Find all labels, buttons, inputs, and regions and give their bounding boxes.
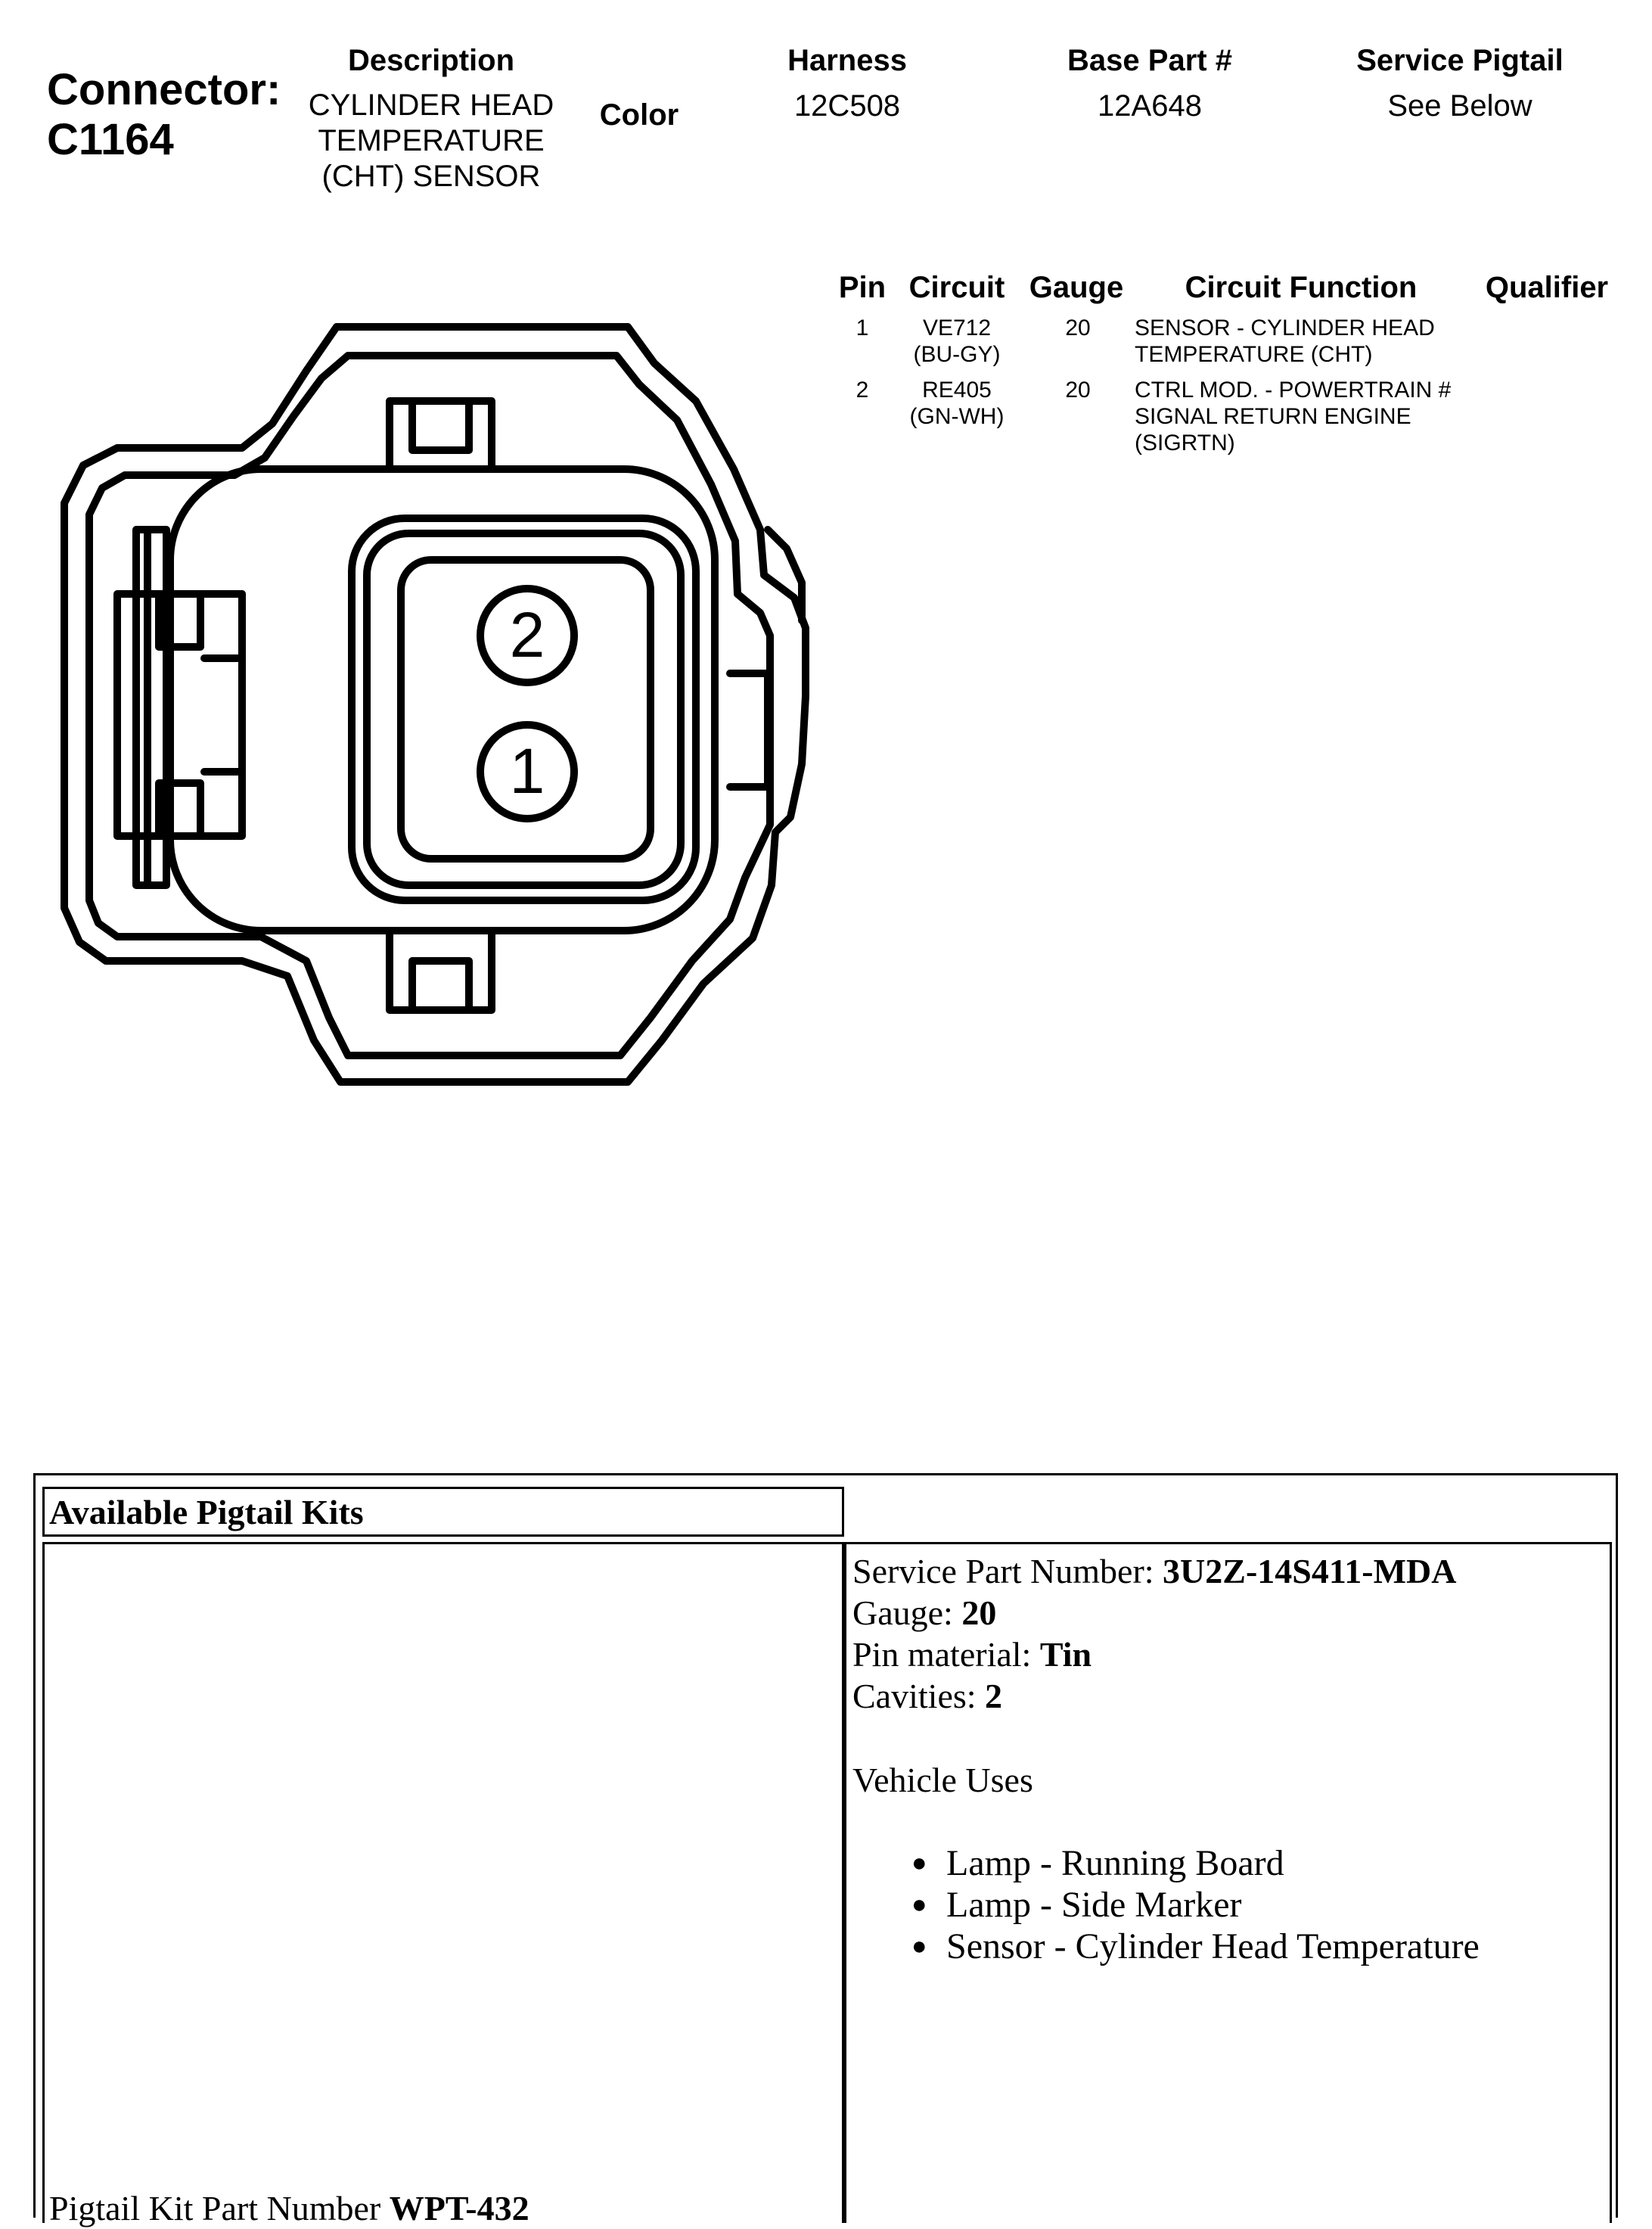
row1-function xyxy=(1135,315,1435,368)
row2-function-line: CTRL MOD. - POWERTRAIN # xyxy=(1135,378,1452,403)
gauge-header: Gauge xyxy=(1029,271,1124,304)
gauge-value: 20 xyxy=(961,1593,997,1632)
description-line: CYLINDER HEAD xyxy=(308,89,554,122)
pin-material-label: Pin material: xyxy=(852,1635,1032,1674)
row1-circuit xyxy=(900,315,1014,368)
description-header: Description xyxy=(347,44,515,77)
connector-label: Connector: xyxy=(47,65,281,114)
description-line: (CHT) SENSOR xyxy=(321,160,541,193)
circuit-function-header: Circuit Function xyxy=(1185,271,1418,304)
pin-material-value: Tin xyxy=(1039,1635,1092,1674)
pin-header: Pin xyxy=(838,271,887,304)
row1-function-line: TEMPERATURE (CHT) xyxy=(1135,342,1373,367)
service-pigtail-header: Service Pigtail xyxy=(1356,44,1564,77)
cavity-2-label: 2 xyxy=(509,599,545,670)
cavities-label: Cavities: xyxy=(852,1677,977,1715)
kit-details-text xyxy=(846,1544,1610,1967)
qualifier-header: Qualifier xyxy=(1485,271,1609,304)
row1-circuit-color: (BU-GY) xyxy=(913,342,1001,367)
gauge-line xyxy=(852,1592,1610,1634)
color-header: Color xyxy=(599,98,679,132)
bottom-key xyxy=(390,931,492,1010)
row1-gauge: 20 xyxy=(1065,316,1091,340)
vehicle-use-item xyxy=(852,1884,1610,1926)
vehicle-use-text: Lamp - Running Board xyxy=(946,1843,1284,1883)
row2-function xyxy=(1135,377,1451,456)
gauge-label: Gauge: xyxy=(852,1593,953,1632)
vehicle-use-text: Lamp - Side Marker xyxy=(946,1885,1242,1925)
service-part-number xyxy=(852,1550,1610,1592)
cavities-value: 2 xyxy=(985,1677,1003,1715)
base-part-header: Base Part # xyxy=(1067,44,1232,77)
description-line: TEMPERATURE xyxy=(318,124,545,157)
harness-value: 12C508 xyxy=(793,89,901,123)
housing-inner-outline xyxy=(89,356,770,1055)
cavities-line xyxy=(852,1675,1610,1717)
connector-id: C1164 xyxy=(47,115,174,164)
connector-face-diagram xyxy=(45,303,817,1105)
kit-part-value: WPT-432 xyxy=(389,2189,529,2227)
row2-pin: 2 xyxy=(856,378,869,403)
service-part-value: 3U2Z-14S411-MDA xyxy=(1163,1552,1457,1590)
circuit-header: Circuit xyxy=(908,271,1005,304)
pigtail-kit-left-cell xyxy=(42,1542,844,2227)
pigtail-kits-title: Available Pigtail Kits xyxy=(42,1487,844,1537)
vehicle-use-text: Sensor - Cylinder Head Temperature xyxy=(946,1926,1480,1966)
row2-function-line: (SIGRTN) xyxy=(1135,431,1235,455)
connector-label-block xyxy=(47,65,281,165)
description-value xyxy=(303,88,560,194)
pin-material-line xyxy=(852,1634,1610,1675)
top-key xyxy=(390,401,492,469)
row2-function-line: SIGNAL RETURN ENGINE xyxy=(1135,404,1411,429)
row2-circuit xyxy=(900,377,1014,430)
kit-part-number xyxy=(49,2187,529,2229)
row2-circuit-color: (GN-WH) xyxy=(909,404,1005,429)
bullet-icon: ● xyxy=(911,1932,927,1960)
row1-circuit-id: VE712 xyxy=(922,316,992,340)
row2-circuit-id: RE405 xyxy=(922,378,992,403)
pigtail-kit-details xyxy=(844,1542,1612,2223)
vehicle-use-item xyxy=(852,1926,1610,1967)
bullet-icon: ● xyxy=(911,1849,927,1877)
row2-gauge: 20 xyxy=(1065,378,1091,403)
kit-part-label: Pigtail Kit Part Number xyxy=(49,2189,381,2227)
bullet-icon: ● xyxy=(911,1891,927,1919)
row1-function-line: SENSOR - CYLINDER HEAD xyxy=(1135,316,1435,340)
harness-header: Harness xyxy=(787,44,907,77)
right-tab xyxy=(730,673,768,787)
base-part-value: 12A648 xyxy=(1098,89,1202,123)
vehicle-uses-list xyxy=(852,1842,1610,1967)
service-part-label: Service Part Number: xyxy=(852,1552,1154,1590)
vehicle-uses-label: Vehicle Uses xyxy=(852,1761,1033,1799)
row1-pin: 1 xyxy=(856,316,869,340)
cavity-1-label: 1 xyxy=(509,735,545,807)
vehicle-use-item xyxy=(852,1842,1610,1884)
service-pigtail-value: See Below xyxy=(1387,89,1532,123)
